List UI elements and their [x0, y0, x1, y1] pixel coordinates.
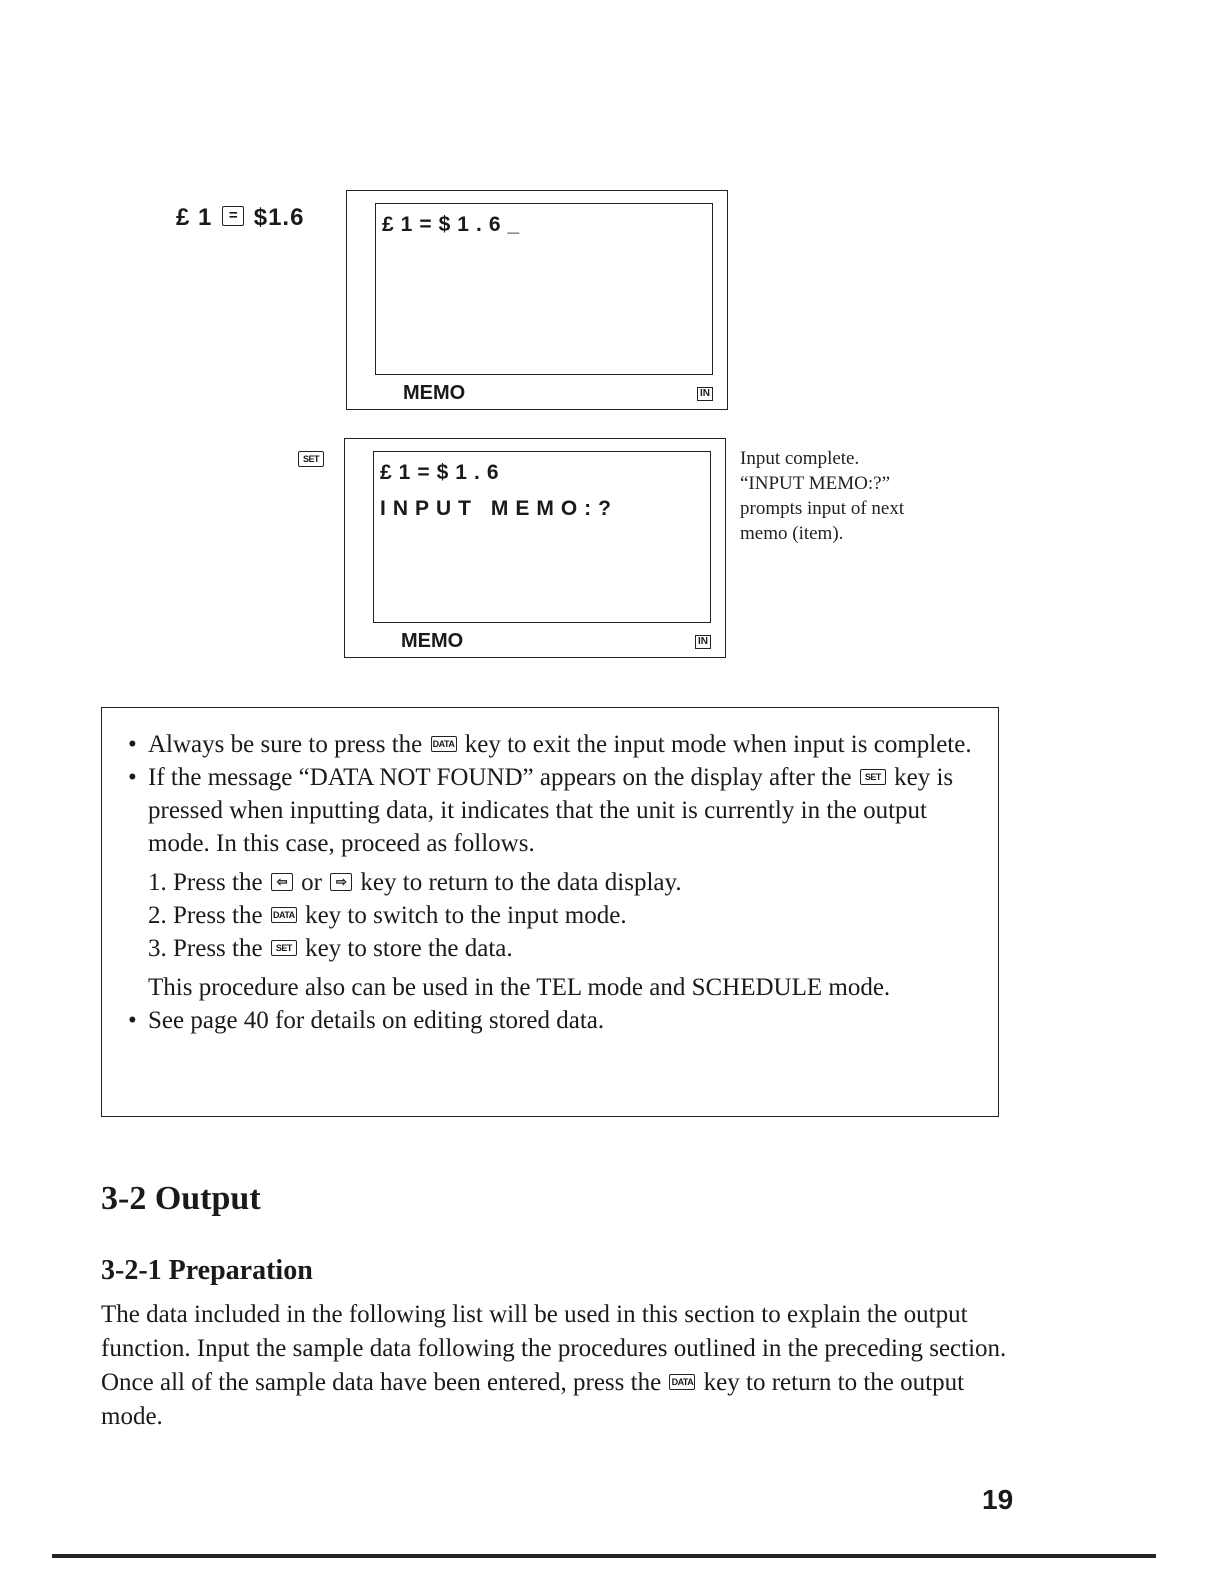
procedure-note: This procedure also can be used in the TEL mode and SCHEDULE mode.: [148, 974, 891, 1001]
mode-label: MEMO: [401, 630, 464, 652]
lcd-display-area: [375, 203, 713, 375]
step1-keystroke: [176, 204, 304, 232]
procedure-step: 2. Press the DATA key to switch to the input mode.: [148, 902, 627, 929]
note-item: • Always be sure to press the DATA key to exit the input mode when input is complete.: [128, 728, 978, 761]
mode-label: MEMO: [403, 382, 466, 404]
caption-line: “INPUT MEMO:?”: [740, 473, 891, 494]
step2-keystroke: [296, 452, 326, 470]
page-number: 19: [982, 1484, 1014, 1515]
procedure-step: 1. Press the ⇦ or ⇨ key to return to the data display.: [148, 869, 682, 896]
set-key-icon: SET: [860, 769, 886, 785]
procedure-steps: [148, 866, 978, 965]
step1-prefix: £ 1: [176, 204, 213, 231]
subsection-title: 3-2-1 Preparation: [101, 1255, 313, 1286]
data-key-icon: DATA: [431, 736, 457, 752]
body-paragraph: Once all of the sample data have been entered, press the DATA key to return to the output mode.: [101, 1369, 965, 1430]
lcd-line-1: £1=$1.6: [380, 461, 506, 484]
set-key-icon: SET: [298, 451, 324, 467]
lcd-screen-2: [344, 438, 726, 658]
screen2-caption: [740, 446, 904, 546]
notes-box: [101, 707, 999, 1117]
caption-line: Input complete.: [740, 448, 860, 469]
left-arrow-key-icon: ⇦: [271, 873, 293, 891]
body-paragraph: The data included in the following list will be used in this section to explain the output function. Input the sample data following the procedures outlined in the preceding section.: [101, 1301, 1007, 1362]
section-title: 3-2 Output: [101, 1180, 261, 1217]
step1-suffix: $1.6: [253, 204, 305, 231]
note-item: • See page 40 for details on editing stored data.: [128, 1004, 978, 1037]
data-key-icon: DATA: [669, 1374, 695, 1390]
input-indicator-icon: IN: [697, 387, 713, 401]
set-key-icon: SET: [271, 940, 297, 956]
input-indicator-icon: IN: [695, 635, 711, 649]
bottom-rule: [52, 1554, 1156, 1558]
equals-key-icon: =: [222, 206, 244, 226]
lcd-screen-1: [346, 190, 728, 410]
caption-line: prompts input of next: [740, 498, 905, 519]
data-key-icon: DATA: [271, 907, 297, 923]
procedure-step: 3. Press the SET key to store the data.: [148, 935, 513, 962]
lcd-line-2: INPUT MEMO:?: [380, 497, 618, 520]
body-text: [101, 1298, 1021, 1434]
right-arrow-key-icon: ⇨: [330, 873, 352, 891]
lcd-display-area: [373, 451, 711, 623]
lcd-line-1: £1=$1.6_: [382, 213, 527, 236]
note-item: • If the message “DATA NOT FOUND” appears on the display after the SET key is pressed when inputting data, it indicates that the unit is currently in the output mode. In this case, proceed as follows. 1. Press the ⇦ or ⇨ key to return to the data display. 2. Press the DATA key to switch to the input mode. 3. Press the SET key to store the data. This procedure also can be used in the TEL mode and SCHEDULE mode.: [128, 761, 978, 1004]
caption-line: memo (item).: [740, 523, 844, 544]
